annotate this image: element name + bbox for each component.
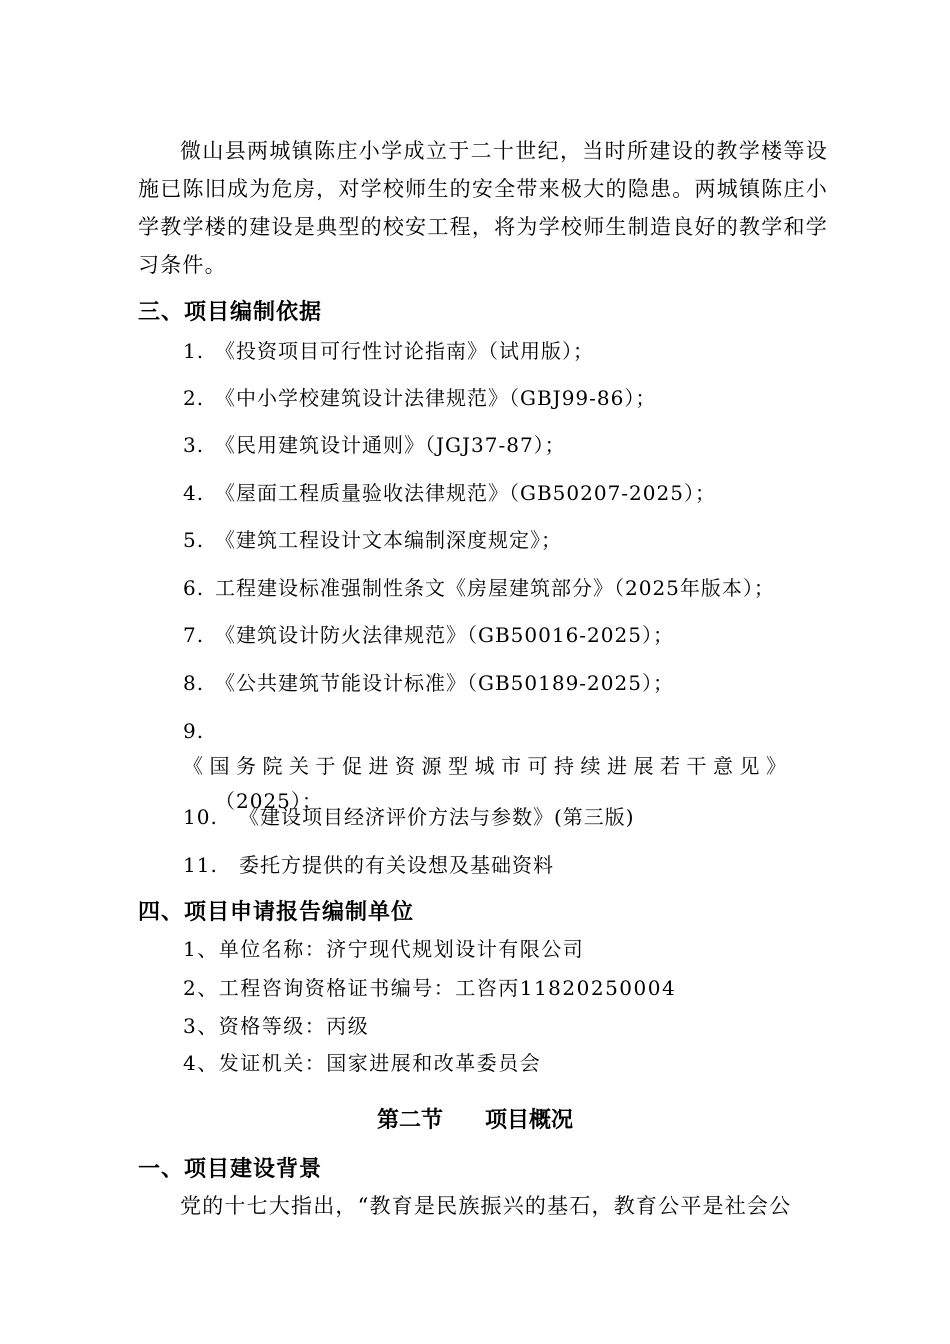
section-title	[0, 1106, 950, 1136]
item-number: 10.	[183, 805, 218, 829]
intro-paragraph: 微山县两城镇陈庄小学成立于二十世纪，当时所建设的教学楼等设施已陈旧成为危房，对学校师生的安全带来极大的隐患。两城镇陈庄小学教学楼的建设是典型的校安工程，将为学校师生制造良好的教学和学习条件。	[138, 139, 828, 277]
basis-item-6	[183, 573, 775, 603]
basis-item-11	[183, 850, 554, 880]
basis-item-5	[183, 525, 562, 555]
section-number: 第二节	[376, 1108, 443, 1133]
background-heading: 一、项目建设背景	[138, 1157, 323, 1182]
item-text: 《投资项目可行性讨论指南》（试用版）；	[215, 339, 594, 363]
item-text: 《建筑工程设计文本编制深度规定》；	[215, 528, 562, 552]
item-text: 《中小学校建筑设计法律规范》（GBJ99-86）；	[215, 386, 657, 410]
issuing-authority: 4、发证机关：国家进展和改革委员会	[183, 1051, 542, 1075]
item-number: 8.	[183, 671, 205, 695]
item-number: 5.	[183, 528, 205, 552]
item-number: 2.	[183, 386, 205, 410]
item-number: 1.	[183, 339, 205, 363]
section-name: 项目概况	[485, 1108, 574, 1133]
item-number: 9.	[183, 719, 205, 743]
item-text: 委托方提供的有关设想及基础资料	[239, 853, 554, 877]
basis-item-1	[183, 336, 594, 366]
qualification-grade: 3、资格等级：丙级	[183, 1014, 370, 1038]
basis-item-10	[183, 802, 635, 832]
item-text: 《公共建筑节能设计标准》（GB50189-2025）；	[215, 671, 674, 695]
item-number: 3.	[183, 433, 205, 457]
background-paragraph: 党的十七大指出，“教育是民族振兴的基石，教育公平是社会公	[180, 1194, 792, 1218]
certificate-number: 2、工程咨询资格证书编号：工咨丙11820250004	[183, 976, 677, 1000]
item-text: 《国务院关于促进资源型城市可持续进展若干意见》	[183, 754, 793, 778]
item-number: 11.	[183, 853, 218, 877]
item-number: 6.	[183, 576, 205, 600]
basis-item-7	[183, 620, 674, 650]
basis-item-4	[183, 478, 716, 508]
section-4-heading: 四、项目申请报告编制单位	[138, 900, 415, 925]
basis-item-2	[183, 383, 656, 413]
item-number: 7.	[183, 623, 205, 647]
basis-item-8	[183, 668, 674, 698]
item-number: 4.	[183, 481, 205, 505]
section-3-heading: 三、项目编制依据	[138, 300, 323, 325]
unit-name: 1、单位名称：济宁现代规划设计有限公司	[183, 937, 585, 961]
item-text: 工程建设标准强制性条文《房屋建筑部分》（2025年版本）；	[215, 576, 775, 600]
basis-item-3	[183, 430, 566, 460]
item-text: 《建筑设计防火法律规范》（GB50016-2025）；	[215, 623, 674, 647]
item-text: 《建设项目经济评价方法与参数》(第三版)	[239, 805, 635, 829]
item-text: 《屋面工程质量验收法律规范》（GB50207-2025）；	[215, 481, 716, 505]
item-text: 《民用建筑设计通则》（JGJ37-87）；	[215, 433, 566, 457]
item-text-continued: （2025）；	[215, 789, 323, 813]
